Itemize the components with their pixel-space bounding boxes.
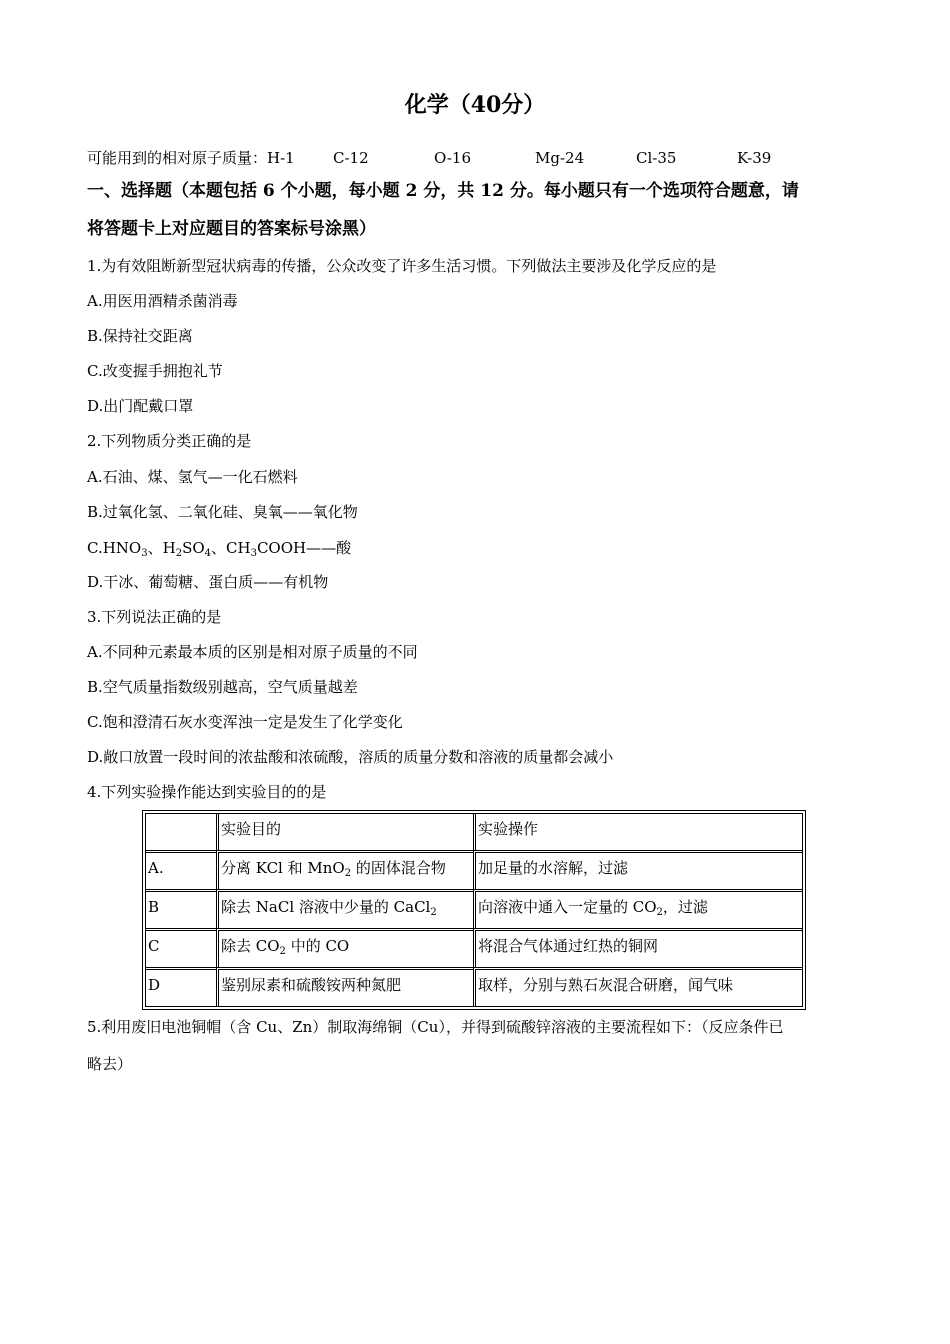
table-row bbox=[146, 928, 802, 967]
operation-cell: 加足量的水溶解，过滤 bbox=[473, 850, 802, 889]
purpose-cell: 鉴别尿素和硫酸铵两种氮肥 bbox=[216, 967, 473, 1006]
table-row bbox=[146, 850, 802, 889]
q3-option-d: D.敞口放置一段时间的浓盐酸和浓硫酸，溶质的质量分数和溶液的质量都会减小 bbox=[87, 748, 614, 766]
section-heading-line2: 将答题卡上对应题目的答案标号涂黑） bbox=[87, 219, 376, 239]
mass-k: K-39 bbox=[737, 149, 772, 167]
section-heading-line1: 一、选择题（本题包括 6 个小题，每小题 2 分，共 12 分。每小题只有一个选项符合题意，请 bbox=[87, 181, 799, 201]
option-cell: A. bbox=[146, 850, 216, 889]
atomic-masses bbox=[87, 147, 771, 168]
q4-stem: 4.下列实验操作能达到实验目的的是 bbox=[87, 783, 327, 801]
q1-option-b: B.保持社交距离 bbox=[87, 327, 193, 345]
mass-cl: Cl-35 bbox=[636, 149, 677, 167]
q2-option-b: B.过氧化氢、二氧化硅、臭氧——氧化物 bbox=[87, 503, 358, 521]
q1-option-d: D.出门配戴口罩 bbox=[87, 397, 194, 415]
operation-cell: 向溶液中通入一定量的 $CO_2$，过滤 bbox=[473, 889, 802, 928]
q5-line2: 略去） bbox=[87, 1055, 133, 1073]
q3-stem: 3.下列说法正确的是 bbox=[87, 608, 222, 626]
option-cell: B bbox=[146, 889, 216, 928]
header-operation-cell: 实验操作 bbox=[473, 814, 802, 850]
q3-option-c: C.饱和澄清石灰水变浑浊一定是发生了化学变化 bbox=[87, 713, 403, 731]
header-option-cell bbox=[146, 814, 216, 850]
atomic-masses-label: 可能用到的相对原子质量： bbox=[87, 149, 268, 167]
q1-stem: 1.为有效阻断新型冠状病毒的传播，公众改变了许多生活习惯。下列做法主要涉及化学反应的是 bbox=[87, 257, 717, 275]
q2-stem: 2.下列物质分类正确的是 bbox=[87, 432, 252, 450]
purpose-cell: 除去 $CO_2$ 中的 CO bbox=[216, 928, 473, 967]
operation-cell: 将混合气体通过红热的铜网 bbox=[473, 928, 802, 967]
purpose-cell: 分离 KCl 和 MnO$_2$ 的固体混合物 bbox=[216, 850, 473, 889]
page-title: 化学（40分） bbox=[404, 92, 546, 118]
q5-line1: 5.利用废旧电池铜帽（含 Cu、Zn）制取海绵铜（Cu），并得到硫酸锌溶液的主要流程如下：（反应条件已 bbox=[87, 1018, 784, 1036]
table-row bbox=[146, 889, 802, 928]
q1-option-a: A.用医用酒精杀菌消毒 bbox=[87, 292, 238, 310]
experiment-table bbox=[145, 813, 803, 1007]
q1-option-c: C.改变握手拥抱礼节 bbox=[87, 362, 223, 380]
option-cell: D bbox=[146, 967, 216, 1006]
mass-c: C-12 bbox=[333, 149, 369, 167]
purpose-cell: 除去 NaCl 溶液中少量的 CaCl$_2$ bbox=[216, 889, 473, 928]
mass-h: H-1 bbox=[267, 149, 295, 167]
q3-option-a: A.不同种元素最本质的区别是相对原子质量的不同 bbox=[87, 643, 418, 661]
table-row bbox=[146, 967, 802, 1006]
section-heading bbox=[87, 172, 867, 248]
q2-option-a: A.石油、煤、氢气—一化石燃料 bbox=[87, 468, 298, 486]
operation-cell: 取样，分别与熟石灰混合研磨，闻气味 bbox=[473, 967, 802, 1006]
table-row bbox=[146, 814, 802, 850]
option-cell: C bbox=[146, 928, 216, 967]
q3-option-b: B.空气质量指数级别越高，空气质量越差 bbox=[87, 678, 358, 696]
mass-o: O-16 bbox=[434, 149, 472, 167]
mass-mg: Mg-24 bbox=[535, 149, 585, 167]
q2-option-d: D.干冰、葡萄糖、蛋白质——有机物 bbox=[87, 573, 329, 591]
header-purpose-cell: 实验目的 bbox=[216, 814, 473, 850]
q2-option-c: $C.HNO_3$、$H_2SO_4$、$CH_3COOH——$酸 bbox=[87, 539, 352, 559]
